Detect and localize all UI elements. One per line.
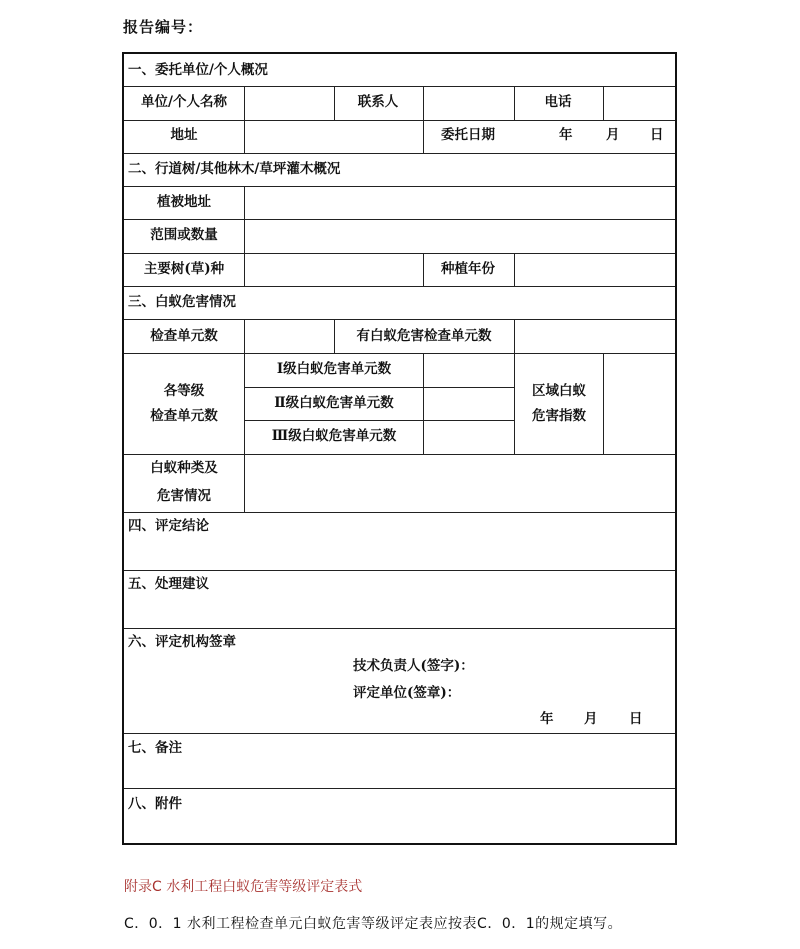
col-divider [603,353,604,454]
row-divider [124,286,675,287]
section1-title: 一、委托单位/个人概况 [128,62,268,78]
grade2-label: Ⅱ级白蚁危害单元数 [274,395,394,411]
graded-units-label-2: 检查单元数 [150,408,218,424]
contact-label: 联系人 [357,94,399,110]
seal-date-year: 年 [540,711,554,727]
col-divider [423,353,424,454]
col-divider [514,86,515,120]
col-divider [423,253,424,286]
row-divider [124,353,675,354]
row-divider [124,120,675,121]
regional-index-label-1: 区域白蚁 [532,383,586,399]
seal-date-day: 日 [629,711,643,727]
appendix-heading: 附录C 水利工程白蚁危害等级评定表式 [124,879,363,895]
row-divider [124,512,675,513]
grade-divider [244,387,514,388]
main-species-label: 主要树(草)种 [143,261,225,277]
row-divider [124,628,675,629]
scope-quantity-label: 范围或数量 [150,227,218,243]
date-year: 年 [559,127,573,143]
col-divider [244,186,245,286]
col-divider [423,120,424,153]
clause-text: C．0．1 水利工程检查单元白蚁危害等级评定表应按表C．0．1的规定填写。 [124,916,623,932]
grade-divider [244,420,514,421]
commission-date-label: 委托日期 [441,127,495,143]
species-label-1: 白蚁种类及 [150,460,218,476]
col-divider [514,319,515,454]
col-divider [334,86,335,120]
col-divider [244,86,245,153]
grade1-label: Ⅰ级白蚁危害单元数 [276,361,392,377]
species-label-2: 危害情况 [157,488,211,504]
section6-title: 六、评定机构签章 [128,634,236,650]
report-number-label: 报告编号： [123,18,204,36]
date-day: 日 [650,127,664,143]
eval-unit-seal-label: 评定单位(签章)： [353,685,461,701]
seal-date-month: 月 [584,711,598,727]
section4-title: 四、评定结论 [128,518,209,534]
col-divider [514,253,515,286]
row-divider [124,788,675,789]
section3-title: 三、白蚁危害情况 [128,294,236,310]
row-divider [124,153,675,154]
row-divider [124,186,675,187]
section8-title: 八、附件 [128,796,182,812]
section2-title: 二、行道树/其他林木/草坪灌木概况 [128,161,341,177]
inspected-units-label: 检查单元数 [150,328,218,344]
row-divider [124,733,675,734]
section7-title: 七、备注 [128,740,182,756]
tech-lead-signature-label: 技术负责人(签字)： [353,658,474,674]
row-divider [124,219,675,220]
col-divider [334,319,335,353]
date-month: 月 [606,127,620,143]
col-divider [423,86,424,120]
row-divider [124,454,675,455]
col-divider [244,319,245,512]
row-divider [124,86,675,87]
address-label: 地址 [170,127,198,143]
row-divider [124,319,675,320]
regional-index-label-2: 危害指数 [532,408,586,424]
row-divider [124,253,675,254]
col-divider [603,86,604,120]
vegetation-address-label: 植被地址 [157,194,211,210]
graded-units-label-1: 各等级 [163,383,205,399]
unit-name-label: 单位/个人名称 [141,94,227,110]
section5-title: 五、处理建议 [128,576,209,592]
termite-evaluation-form [122,52,677,845]
infested-units-label: 有白蚁危害检查单元数 [356,328,492,344]
phone-label: 电话 [544,94,572,110]
planting-year-label: 种植年份 [441,261,495,277]
row-divider [124,570,675,571]
grade3-label: Ⅲ级白蚁危害单元数 [271,428,397,444]
